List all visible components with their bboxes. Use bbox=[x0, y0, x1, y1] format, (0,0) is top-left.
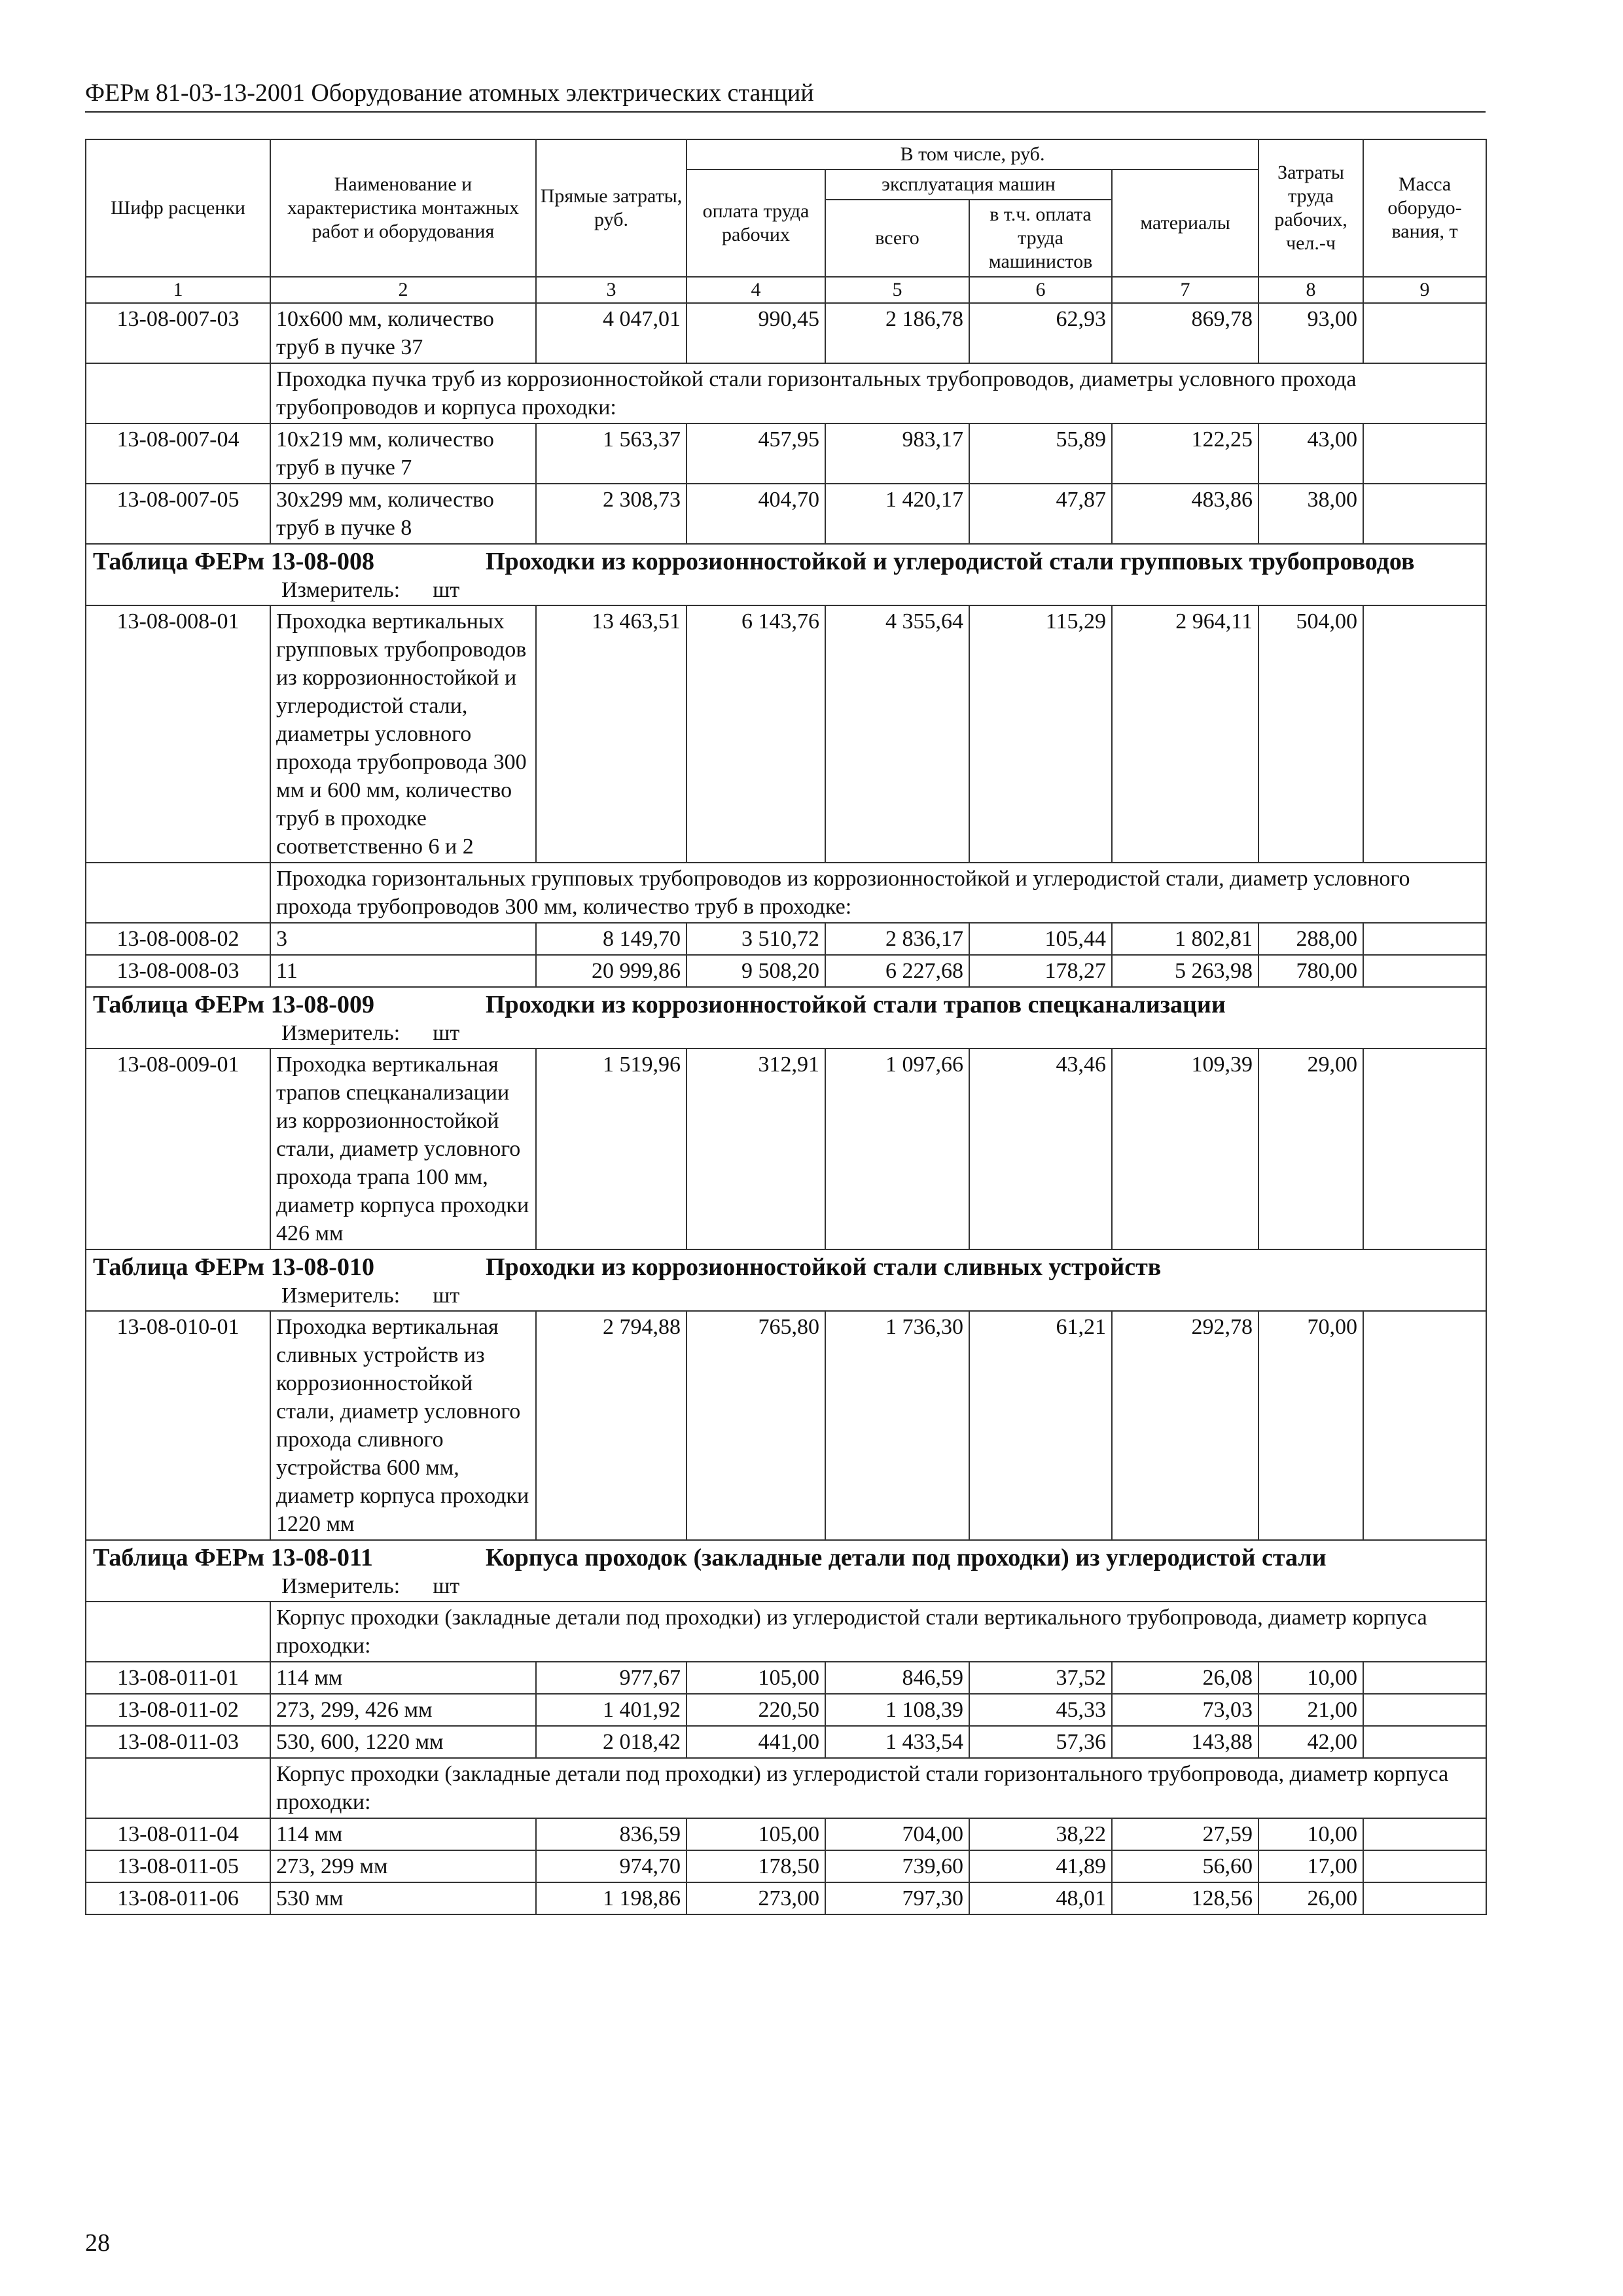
table-row bbox=[86, 1311, 1486, 1540]
cell-code: 13-08-011-06 bbox=[86, 1882, 270, 1914]
measure-label: Измеритель: bbox=[281, 1283, 401, 1308]
measure-label: Измеритель: bbox=[281, 578, 401, 602]
cell-code: 13-08-008-03 bbox=[86, 955, 270, 987]
cell-empty bbox=[86, 863, 270, 923]
cell-machinist-wages: 61,21 bbox=[969, 1311, 1112, 1540]
col-number: 8 bbox=[1258, 277, 1363, 303]
cell-name: 273, 299, 426 мм bbox=[270, 1694, 536, 1726]
table-title-row bbox=[86, 1540, 1486, 1602]
cell-name: Проходка вертикальная трапов спецканализации из коррозионностойкой стали, диаметр условного прохода трапа 100 мм, диаметр корпуса проходки 426 мм bbox=[270, 1049, 536, 1249]
cell-direct-costs: 8 149,70 bbox=[536, 923, 687, 955]
table-caption: Проходки из коррозионностойкой стали трапов спецканализации bbox=[486, 991, 1226, 1018]
cell-code: 13-08-011-03 bbox=[86, 1726, 270, 1758]
cell-machinist-wages: 115,29 bbox=[969, 605, 1112, 863]
cell-labor: 780,00 bbox=[1258, 955, 1363, 987]
cell-mass bbox=[1363, 1882, 1486, 1914]
cell-machinist-wages: 48,01 bbox=[969, 1882, 1112, 1914]
cell-mass bbox=[1363, 605, 1486, 863]
table-number: Таблица ФЕРм 13-08-010 bbox=[93, 1253, 374, 1281]
cell-name: 3 bbox=[270, 923, 536, 955]
cell-materials: 1 802,81 bbox=[1112, 923, 1258, 955]
cell-wages: 105,00 bbox=[687, 1818, 825, 1850]
col-header-labor: Затраты труда рабочих, чел.-ч bbox=[1258, 139, 1363, 277]
table-body bbox=[86, 303, 1486, 1914]
cell-code: 13-08-008-01 bbox=[86, 605, 270, 863]
cell-name: 530 мм bbox=[270, 1882, 536, 1914]
rates-table bbox=[85, 139, 1487, 1915]
cell-mass bbox=[1363, 1726, 1486, 1758]
cell-machinist-wages: 178,27 bbox=[969, 955, 1112, 987]
cell-code: 13-08-007-04 bbox=[86, 423, 270, 484]
col-header-machines: эксплуатация машин bbox=[825, 170, 1112, 200]
cell-materials: 122,25 bbox=[1112, 423, 1258, 484]
col-header-direct: Прямые затраты, руб. bbox=[536, 139, 687, 277]
cell-code: 13-08-011-05 bbox=[86, 1850, 270, 1882]
cell-labor: 504,00 bbox=[1258, 605, 1363, 863]
cell-mass bbox=[1363, 423, 1486, 484]
group-heading: Проходка пучка труб из коррозионностойкой стали горизонтальных трубопроводов, диаметры условного прохода трубопроводов и корпуса проходки: bbox=[270, 363, 1486, 423]
cell-direct-costs: 1 401,92 bbox=[536, 1694, 687, 1726]
group-heading-row bbox=[86, 1602, 1486, 1662]
col-header-mass: Масса оборудо-вания, т bbox=[1363, 139, 1486, 277]
table-number: Таблица ФЕРм 13-08-011 bbox=[93, 1544, 373, 1571]
cell-materials: 56,60 bbox=[1112, 1850, 1258, 1882]
cell-mass bbox=[1363, 484, 1486, 544]
table-title-row bbox=[86, 1249, 1486, 1311]
cell-labor: 26,00 bbox=[1258, 1882, 1363, 1914]
cell-machines-total: 983,17 bbox=[825, 423, 969, 484]
cell-code: 13-08-011-02 bbox=[86, 1694, 270, 1726]
measure-line bbox=[92, 1020, 1480, 1047]
col-number: 1 bbox=[86, 277, 270, 303]
table-title-cell bbox=[86, 987, 1486, 1049]
cell-direct-costs: 2 018,42 bbox=[536, 1726, 687, 1758]
table-row bbox=[86, 484, 1486, 544]
cell-machinist-wages: 57,36 bbox=[969, 1726, 1112, 1758]
cell-mass bbox=[1363, 1662, 1486, 1694]
cell-labor: 93,00 bbox=[1258, 303, 1363, 363]
cell-mass bbox=[1363, 1818, 1486, 1850]
table-title bbox=[92, 546, 1480, 577]
cell-mass bbox=[1363, 303, 1486, 363]
table-row bbox=[86, 923, 1486, 955]
cell-materials: 143,88 bbox=[1112, 1726, 1258, 1758]
table-row bbox=[86, 1049, 1486, 1249]
group-heading: Проходка горизонтальных групповых трубопроводов из коррозионностойкой и углеродистой стали, диаметр условного прохода трубопроводов 300 мм, количество труб в проходке: bbox=[270, 863, 1486, 923]
measure-line bbox=[92, 1573, 1480, 1600]
cell-labor: 29,00 bbox=[1258, 1049, 1363, 1249]
cell-direct-costs: 13 463,51 bbox=[536, 605, 687, 863]
table-row bbox=[86, 1662, 1486, 1694]
cell-wages: 990,45 bbox=[687, 303, 825, 363]
measure-label: Измеритель: bbox=[281, 1574, 401, 1598]
cell-empty bbox=[86, 1758, 270, 1818]
cell-machinist-wages: 105,44 bbox=[969, 923, 1112, 955]
cell-code: 13-08-008-02 bbox=[86, 923, 270, 955]
cell-materials: 5 263,98 bbox=[1112, 955, 1258, 987]
col-number: 9 bbox=[1363, 277, 1486, 303]
table-row bbox=[86, 955, 1486, 987]
cell-mass bbox=[1363, 1311, 1486, 1540]
cell-direct-costs: 2 794,88 bbox=[536, 1311, 687, 1540]
cell-wages: 6 143,76 bbox=[687, 605, 825, 863]
cell-name: 30х299 мм, количество труб в пучке 8 bbox=[270, 484, 536, 544]
cell-name: 10х600 мм, количество труб в пучке 37 bbox=[270, 303, 536, 363]
cell-labor: 17,00 bbox=[1258, 1850, 1363, 1882]
table-title bbox=[92, 989, 1480, 1020]
cell-wages: 312,91 bbox=[687, 1049, 825, 1249]
col-number: 6 bbox=[969, 277, 1112, 303]
measure-unit: шт bbox=[433, 578, 460, 602]
table-number: Таблица ФЕРм 13-08-009 bbox=[93, 991, 374, 1018]
cell-labor: 42,00 bbox=[1258, 1726, 1363, 1758]
measure-line bbox=[92, 1283, 1480, 1309]
cell-name: Проходка вертикальная сливных устройств из коррозионностойкой стали, диаметр условного прохода сливного устройства 600 мм, диаметр корпуса проходки 1220 мм bbox=[270, 1311, 536, 1540]
group-heading-row bbox=[86, 1758, 1486, 1818]
cell-labor: 70,00 bbox=[1258, 1311, 1363, 1540]
col-header-name: Наименование и характеристика монтажных работ и оборудования bbox=[270, 139, 536, 277]
table-number: Таблица ФЕРм 13-08-008 bbox=[93, 548, 374, 575]
cell-labor: 10,00 bbox=[1258, 1818, 1363, 1850]
cell-machines-total: 1 736,30 bbox=[825, 1311, 969, 1540]
col-number: 5 bbox=[825, 277, 969, 303]
cell-code: 13-08-011-01 bbox=[86, 1662, 270, 1694]
col-header-machinist-wages: в т.ч. оплата труда машинистов bbox=[969, 200, 1112, 277]
table-row bbox=[86, 303, 1486, 363]
col-header-wages: оплата труда рабочих bbox=[687, 170, 825, 277]
cell-code: 13-08-010-01 bbox=[86, 1311, 270, 1540]
cell-code: 13-08-007-03 bbox=[86, 303, 270, 363]
table-row bbox=[86, 1850, 1486, 1882]
cell-wages: 220,50 bbox=[687, 1694, 825, 1726]
table-caption: Корпуса проходок (закладные детали под проходки) из углеродистой стали bbox=[486, 1544, 1327, 1571]
cell-materials: 292,78 bbox=[1112, 1311, 1258, 1540]
cell-code: 13-08-009-01 bbox=[86, 1049, 270, 1249]
cell-wages: 9 508,20 bbox=[687, 955, 825, 987]
cell-code: 13-08-011-04 bbox=[86, 1818, 270, 1850]
table-title-cell bbox=[86, 544, 1486, 605]
cell-machines-total: 846,59 bbox=[825, 1662, 969, 1694]
cell-machines-total: 739,60 bbox=[825, 1850, 969, 1882]
table-title-cell bbox=[86, 1249, 1486, 1311]
cell-wages: 404,70 bbox=[687, 484, 825, 544]
cell-wages: 178,50 bbox=[687, 1850, 825, 1882]
measure-line bbox=[92, 577, 1480, 603]
col-header-incl: В том числе, руб. bbox=[687, 139, 1258, 170]
cell-empty bbox=[86, 1602, 270, 1662]
cell-materials: 73,03 bbox=[1112, 1694, 1258, 1726]
group-heading-row bbox=[86, 363, 1486, 423]
cell-name: 11 bbox=[270, 955, 536, 987]
page-header: ФЕРм 81-03-13-2001 Оборудование атомных электрических станций bbox=[85, 77, 1486, 113]
cell-name: 273, 299 мм bbox=[270, 1850, 536, 1882]
cell-machinist-wages: 37,52 bbox=[969, 1662, 1112, 1694]
cell-direct-costs: 2 308,73 bbox=[536, 484, 687, 544]
table-header bbox=[86, 139, 1486, 303]
table-title bbox=[92, 1542, 1480, 1573]
cell-machines-total: 1 420,17 bbox=[825, 484, 969, 544]
table-title-row bbox=[86, 987, 1486, 1049]
table-title-cell bbox=[86, 1540, 1486, 1602]
col-number: 2 bbox=[270, 277, 536, 303]
cell-labor: 38,00 bbox=[1258, 484, 1363, 544]
cell-wages: 457,95 bbox=[687, 423, 825, 484]
cell-machines-total: 4 355,64 bbox=[825, 605, 969, 863]
cell-direct-costs: 974,70 bbox=[536, 1850, 687, 1882]
table-row bbox=[86, 1882, 1486, 1914]
cell-machinist-wages: 38,22 bbox=[969, 1818, 1112, 1850]
cell-materials: 128,56 bbox=[1112, 1882, 1258, 1914]
group-heading-row bbox=[86, 863, 1486, 923]
measure-unit: шт bbox=[433, 1574, 460, 1598]
cell-labor: 21,00 bbox=[1258, 1694, 1363, 1726]
cell-wages: 3 510,72 bbox=[687, 923, 825, 955]
cell-wages: 441,00 bbox=[687, 1726, 825, 1758]
cell-machinist-wages: 55,89 bbox=[969, 423, 1112, 484]
cell-machines-total: 2 836,17 bbox=[825, 923, 969, 955]
column-number-row bbox=[86, 277, 1486, 303]
cell-labor: 10,00 bbox=[1258, 1662, 1363, 1694]
cell-machines-total: 1 097,66 bbox=[825, 1049, 969, 1249]
col-number: 7 bbox=[1112, 277, 1258, 303]
cell-wages: 765,80 bbox=[687, 1311, 825, 1540]
cell-materials: 869,78 bbox=[1112, 303, 1258, 363]
cell-empty bbox=[86, 363, 270, 423]
cell-machines-total: 704,00 bbox=[825, 1818, 969, 1850]
table-row bbox=[86, 605, 1486, 863]
col-header-code: Шифр расценки bbox=[86, 139, 270, 277]
cell-wages: 273,00 bbox=[687, 1882, 825, 1914]
cell-machines-total: 6 227,68 bbox=[825, 955, 969, 987]
cell-direct-costs: 1 563,37 bbox=[536, 423, 687, 484]
cell-labor: 43,00 bbox=[1258, 423, 1363, 484]
cell-direct-costs: 977,67 bbox=[536, 1662, 687, 1694]
cell-mass bbox=[1363, 1694, 1486, 1726]
cell-mass bbox=[1363, 955, 1486, 987]
cell-direct-costs: 1 198,86 bbox=[536, 1882, 687, 1914]
col-header-machines-total: всего bbox=[825, 200, 969, 277]
table-row bbox=[86, 1694, 1486, 1726]
cell-wages: 105,00 bbox=[687, 1662, 825, 1694]
cell-labor: 288,00 bbox=[1258, 923, 1363, 955]
table-caption: Проходки из коррозионностойкой стали сливных устройств bbox=[486, 1253, 1162, 1281]
col-number: 4 bbox=[687, 277, 825, 303]
cell-name: 114 мм bbox=[270, 1662, 536, 1694]
cell-name: 10х219 мм, количество труб в пучке 7 bbox=[270, 423, 536, 484]
measure-unit: шт bbox=[433, 1021, 460, 1045]
cell-machines-total: 1 108,39 bbox=[825, 1694, 969, 1726]
cell-machines-total: 1 433,54 bbox=[825, 1726, 969, 1758]
cell-machines-total: 797,30 bbox=[825, 1882, 969, 1914]
cell-machinist-wages: 45,33 bbox=[969, 1694, 1112, 1726]
cell-materials: 27,59 bbox=[1112, 1818, 1258, 1850]
cell-direct-costs: 4 047,01 bbox=[536, 303, 687, 363]
page-number: 28 bbox=[85, 2229, 110, 2257]
measure-unit: шт bbox=[433, 1283, 460, 1308]
measure-label: Измеритель: bbox=[281, 1021, 401, 1045]
table-title bbox=[92, 1251, 1480, 1283]
cell-direct-costs: 836,59 bbox=[536, 1818, 687, 1850]
cell-materials: 483,86 bbox=[1112, 484, 1258, 544]
cell-direct-costs: 1 519,96 bbox=[536, 1049, 687, 1249]
cell-machinist-wages: 43,46 bbox=[969, 1049, 1112, 1249]
group-heading: Корпус проходки (закладные детали под проходки) из углеродистой стали вертикального трубопровода, диаметр корпуса проходки: bbox=[270, 1602, 1486, 1662]
table-row bbox=[86, 423, 1486, 484]
cell-materials: 26,08 bbox=[1112, 1662, 1258, 1694]
table-caption: Проходки из коррозионностойкой и углеродистой стали групповых трубопроводов bbox=[486, 548, 1415, 575]
group-heading: Корпус проходки (закладные детали под проходки) из углеродистой стали горизонтального трубопровода, диаметр корпуса проходки: bbox=[270, 1758, 1486, 1818]
cell-materials: 2 964,11 bbox=[1112, 605, 1258, 863]
col-number: 3 bbox=[536, 277, 687, 303]
cell-name: 114 мм bbox=[270, 1818, 536, 1850]
cell-mass bbox=[1363, 1850, 1486, 1882]
table-row bbox=[86, 1818, 1486, 1850]
cell-name: 530, 600, 1220 мм bbox=[270, 1726, 536, 1758]
cell-machinist-wages: 47,87 bbox=[969, 484, 1112, 544]
cell-direct-costs: 20 999,86 bbox=[536, 955, 687, 987]
cell-code: 13-08-007-05 bbox=[86, 484, 270, 544]
cell-materials: 109,39 bbox=[1112, 1049, 1258, 1249]
cell-mass bbox=[1363, 1049, 1486, 1249]
cell-mass bbox=[1363, 923, 1486, 955]
col-header-materials: материалы bbox=[1112, 170, 1258, 277]
cell-machinist-wages: 41,89 bbox=[969, 1850, 1112, 1882]
cell-machines-total: 2 186,78 bbox=[825, 303, 969, 363]
cell-machinist-wages: 62,93 bbox=[969, 303, 1112, 363]
cell-name: Проходка вертикальных групповых трубопроводов из коррозионностойкой и углеродистой стали, диаметры условного прохода трубопровода 300 мм и 600 мм, количество труб в проходке соответственно 6 и 2 bbox=[270, 605, 536, 863]
table-title-row bbox=[86, 544, 1486, 605]
table-row bbox=[86, 1726, 1486, 1758]
